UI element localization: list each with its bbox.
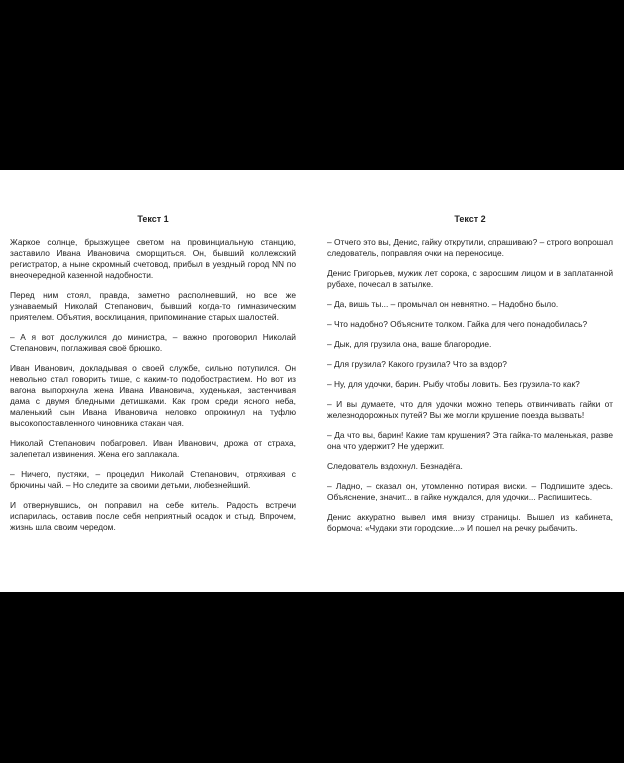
text1-column	[10, 214, 296, 542]
text2-paragraph: – Для грузила? Какого грузила? Что за вздор?	[327, 359, 507, 369]
text2-paragraph: – И вы думаете, что для удочки можно теперь отвинчивать гайки от железнодорожных путей? Вы же могли крушение поезда вызвать!	[327, 399, 613, 420]
text2-paragraph: – Ну, для удочки, барин. Рыбу чтобы ловить. Без грузила-то как?	[327, 379, 580, 389]
document-page	[0, 170, 624, 592]
text2-title: Текст 2	[454, 214, 486, 224]
text2-paragraph: – Дык, для грузила она, ваше благородие.	[327, 339, 492, 349]
text1-paragraph: Жаркое солнце, брызжущее светом на провинциальную станцию, заставило Ивана Ивановича сморщиться. Он, бывший коллежский регистратор, а ныне скромный счетовод, прибыл в уездный город NN по внеочередной казенной надобности.	[10, 237, 296, 280]
text2-column	[327, 214, 613, 543]
text1-paragraph: И отвернувшись, он поправил на себе китель. Радость встречи испарилась, оставив после себя неприятный осадок и стыд. Впрочем, жизнь шла своим чередом.	[10, 500, 296, 532]
text2-paragraph: – Да что вы, барин! Какие там крушения? Эта гайка-то маленькая, разве она что удержит? Не удержит.	[327, 430, 613, 451]
text1-paragraph: Николай Степанович побагровел. Иван Иванович, дрожа от страха, залепетал извинения. Жена его заплакала.	[10, 438, 296, 459]
text1-title: Текст 1	[137, 214, 169, 224]
text2-paragraph: – Да, вишь ты... – промычал он невнятно. – Надобно было.	[327, 299, 559, 309]
text1-paragraph: Иван Иванович, докладывая о своей службе, сильно потупился. Он невольно стал говорить тише, с каким-то подобострастием. Но вот из вагона выпорхнула жена Ивана Ивановича, худенькая, застенчивая дама с двумя бледными детишками. Как гром среди ясного неба, маленький сын Ивана Ивановича неловко опрокинул на туфлю высокопоставленного чиновника стакан чая.	[10, 363, 296, 428]
text1-paragraph: – А я вот дослужился до министра, – важно проговорил Николай Степанович, поглаживая своё брюшко.	[10, 332, 296, 353]
text2-paragraph: – Отчего это вы, Денис, гайку открутили, спрашиваю? – строго вопрошал следователь, поправляя очки на переносице.	[327, 237, 613, 258]
text1-paragraph: Перед ним стоял, правда, заметно располневший, но все же узнаваемый Николай Степанович, бывший когда-то гимназическим приятелем. Объятия, восклицания, припоминание старых шалостей.	[10, 290, 296, 322]
text2-paragraph: Следователь вздохнул. Безнадёга.	[327, 461, 463, 471]
text2-paragraph: – Что надобно? Объясните толком. Гайка для чего понадобилась?	[327, 319, 588, 329]
text2-paragraph: – Ладно, – сказал он, утомленно потирая виски. – Подпишите здесь. Объяснение, значит... в гайке нуждался, для удочки... Распишитесь.	[327, 481, 613, 502]
text2-paragraph: Денис аккуратно вывел имя внизу страницы. Вышел из кабинета, бормоча: «Чудаки эти городские...» И пошел на речку рыбачить.	[327, 512, 613, 533]
text1-paragraph: – Ничего, пустяки, – процедил Николай Степанович, отряхивая с брючины чай. – Но следите за своими детьми, любезнейший.	[10, 469, 296, 490]
text2-paragraph: Денис Григорьев, мужик лет сорока, с заросшим лицом и в заплатанной рубахе, почесал в затылке.	[327, 268, 613, 289]
